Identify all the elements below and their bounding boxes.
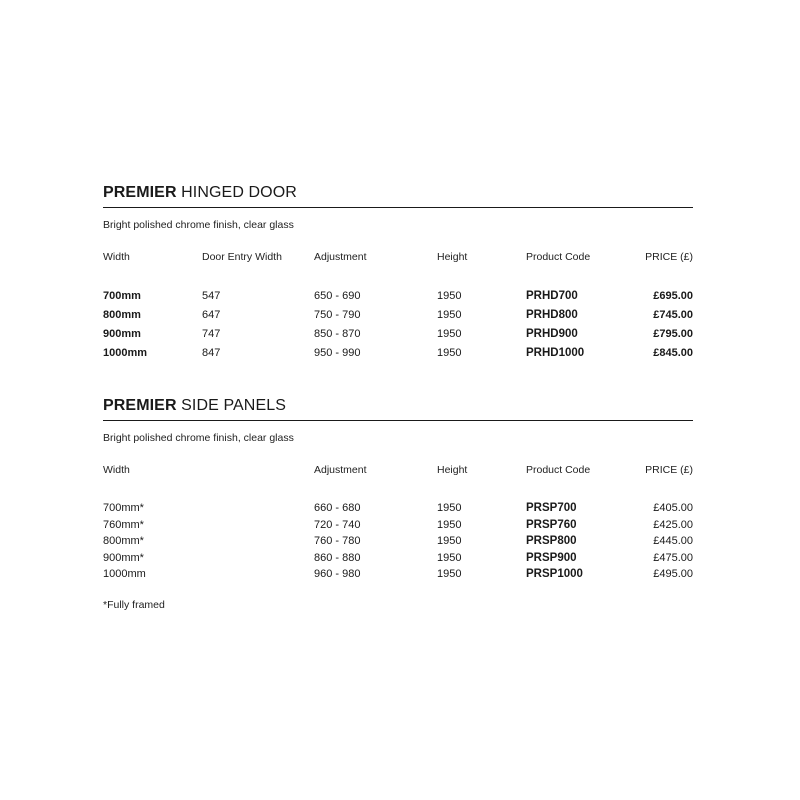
cell-width: 900mm [103,328,141,340]
cell-width: 760mm* [103,518,144,531]
cell-product-code: PRSP900 [526,551,577,564]
cell-height: 1950 [437,347,462,359]
header-door-entry-width: Door Entry Width [202,251,282,263]
table-row [103,517,693,534]
side-panels-subtitle: Bright polished chrome finish, clear glass [103,432,294,444]
cell-product-code: PRSP1000 [526,568,583,581]
table-row [103,550,693,567]
header-product-code: Product Code [526,464,591,476]
cell-width: 900mm* [103,551,144,564]
cell-width: 800mm [103,309,141,321]
cell-height: 1950 [437,551,462,564]
cell-width: 1000mm [103,568,146,581]
side-panels-title [103,396,693,421]
table-header-row [103,250,693,270]
table-row [103,533,693,550]
cell-height: 1950 [437,309,462,321]
side-panels-table [103,463,693,583]
header-adjustment: Adjustment [314,464,367,476]
cell-product-code: PRHD700 [526,290,578,302]
cell-price: £745.00 [653,309,693,321]
cell-adjustment: 850 - 870 [314,328,361,340]
cell-price: £495.00 [653,568,693,581]
header-width: Width [103,251,130,263]
title-rest: SIDE PANELS [181,397,286,414]
hinged-door-table [103,250,693,363]
cell-price: £695.00 [653,290,693,302]
title-rest: HINGED DOOR [181,184,297,201]
table-header-row [103,463,693,483]
cell-product-code: PRSP760 [526,518,577,531]
cell-entry: 647 [202,309,221,321]
title-brand: PREMIER [103,184,177,201]
header-height: Height [437,251,468,263]
header-width: Width [103,464,130,476]
hinged-door-section [103,183,693,363]
cell-price: £445.00 [653,535,693,548]
cell-adjustment: 660 - 680 [314,502,361,514]
cell-width: 700mm* [103,502,144,514]
cell-product-code: PRHD900 [526,328,578,340]
cell-height: 1950 [437,535,462,548]
table-row [103,325,693,344]
cell-entry: 747 [202,328,221,340]
cell-adjustment: 720 - 740 [314,518,361,531]
cell-price: £405.00 [653,502,693,514]
table-row [103,344,693,363]
cell-price: £425.00 [653,518,693,531]
header-height: Height [437,464,468,476]
cell-width: 800mm* [103,535,144,548]
cell-product-code: PRHD1000 [526,347,585,359]
cell-entry: 847 [202,347,221,359]
cell-product-code: PRSP700 [526,502,577,514]
table-row [103,306,693,325]
cell-entry: 547 [202,290,221,302]
cell-product-code: PRSP800 [526,535,577,548]
cell-height: 1950 [437,502,462,514]
cell-price: £795.00 [653,328,693,340]
table-row [103,500,693,517]
title-brand: PREMIER [103,397,177,414]
hinged-door-subtitle: Bright polished chrome finish, clear glass [103,219,294,231]
header-adjustment: Adjustment [314,251,367,263]
cell-height: 1950 [437,328,462,340]
cell-adjustment: 760 - 780 [314,535,361,548]
cell-width: 1000mm [103,347,148,359]
hinged-door-title [103,183,693,208]
header-product-code: Product Code [526,251,591,263]
cell-height: 1950 [437,518,462,531]
header-price: PRICE (£) [645,251,693,263]
cell-height: 1950 [437,568,462,581]
cell-width: 700mm [103,290,141,302]
header-price: PRICE (£) [645,464,693,476]
cell-product-code: PRHD800 [526,309,578,321]
cell-adjustment: 950 - 990 [314,347,361,359]
cell-height: 1950 [437,290,462,302]
cell-adjustment: 860 - 880 [314,551,361,564]
table-row [103,566,693,583]
cell-adjustment: 750 - 790 [314,309,361,321]
cell-price: £475.00 [653,551,693,564]
cell-adjustment: 650 - 690 [314,290,361,302]
fully-framed-footnote: *Fully framed [103,599,165,611]
side-panels-section [103,396,693,583]
cell-price: £845.00 [653,347,693,359]
cell-adjustment: 960 - 980 [314,568,361,581]
table-row [103,287,693,306]
